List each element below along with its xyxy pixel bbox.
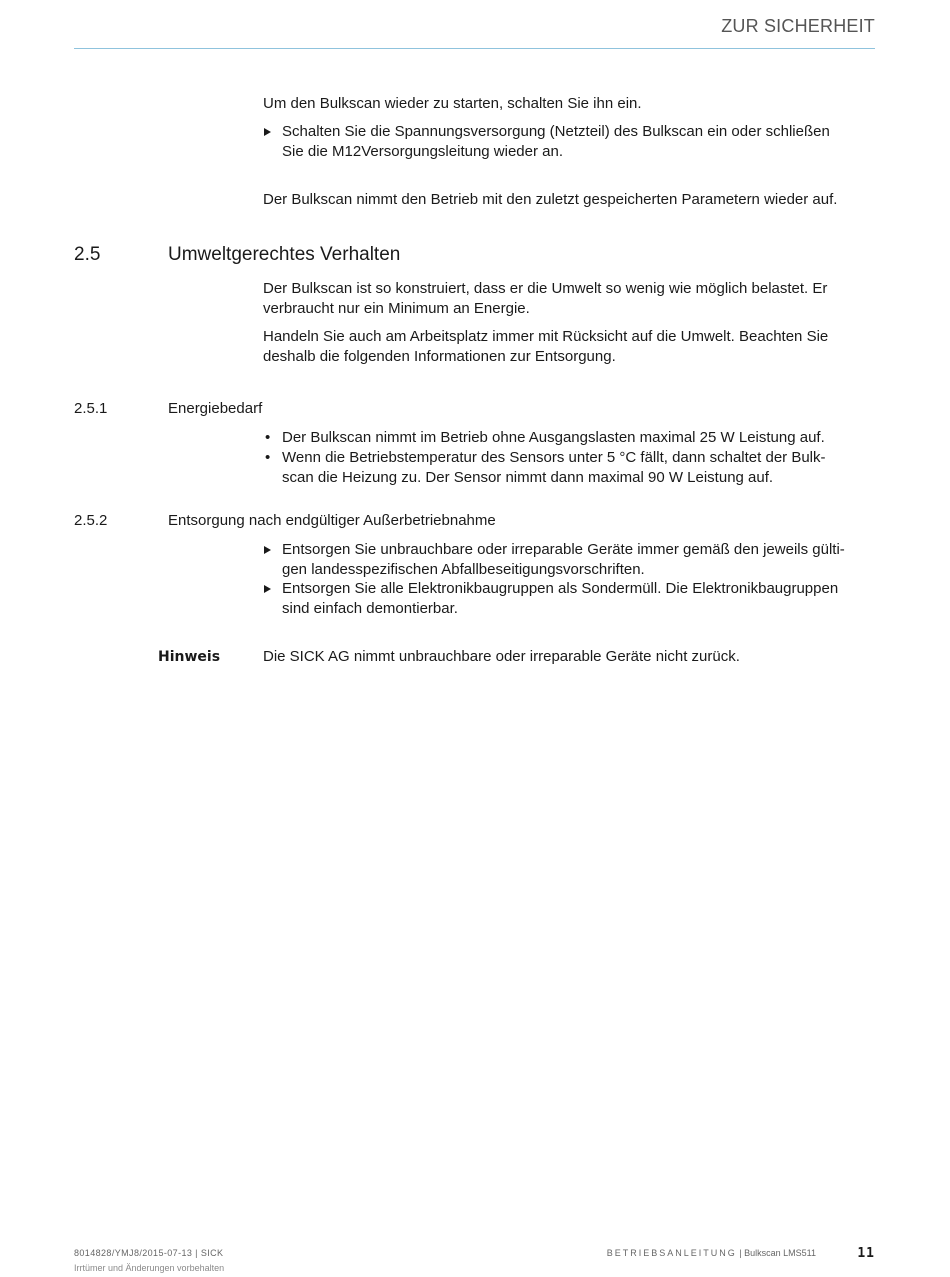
bullet-dot-icon: • — [265, 449, 271, 466]
bullet-2-line-1: Wenn die Betriebstemperatur des Sensors unter 5 °C fällt, dann schaltet der Bulk- — [282, 449, 826, 466]
disposal-step-1-line-2: gen landesspezifischen Abfallbeseitigungsvorschriften. — [282, 561, 645, 578]
section-2-5-1-title: Energiebedarf — [168, 400, 263, 417]
disposal-step-2-line-2: sind einfach demontierbar. — [282, 600, 458, 617]
disposal-step-2-line-1: Entsorgen Sie alle Elektronikbaugruppen als Sondermüll. Die Elektronikbaugruppen — [282, 580, 839, 597]
section-2-5-p2-line-2: deshalb die folgenden Informationen zur Entsorgung. — [263, 348, 616, 365]
section-2-5-2-title: Entsorgung nach endgültiger Außerbetriebnahme — [168, 512, 496, 529]
running-header: ZUR SICHERHEIT — [721, 16, 875, 36]
step-arrow-icon — [263, 579, 282, 599]
footer-manual-info — [607, 1248, 816, 1258]
bullet-item — [263, 428, 875, 448]
section-2-5-paragraph-1 — [263, 279, 875, 319]
footer-disclaimer: Irrtümer und Änderungen vorbehalten — [74, 1263, 225, 1273]
section-2-5-p1-line-2: verbraucht nur ein Minimum an Energie. — [263, 300, 530, 317]
section-2-5-paragraph-2 — [263, 327, 875, 367]
bullet-item — [263, 448, 875, 488]
step-arrow-icon — [263, 122, 282, 142]
intro-step-line-2: Sie die M12Versorgungsleitung wieder an. — [282, 143, 564, 160]
footer-manual-label: BETRIEBSANLEITUNG — [606, 1248, 737, 1258]
footer-product-name: | Bulkscan LMS511 — [739, 1248, 816, 1258]
disposal-step — [263, 579, 875, 619]
section-2-5-number: 2.5 — [74, 244, 101, 265]
section-2-5-1-number: 2.5.1 — [74, 400, 108, 417]
note-text: Die SICK AG nimmt unbrauchbare oder irreparable Geräte nicht zurück. — [263, 648, 740, 665]
disposal-step — [263, 540, 875, 580]
section-2-5-p2-line-1: Handeln Sie auch am Arbeitsplatz immer mit Rücksicht auf die Umwelt. Beachten Sie — [263, 328, 829, 345]
disposal-step-1-line-1: Entsorgen Sie unbrauchbare oder irreparable Geräte immer gemäß den jeweils gülti- — [282, 541, 845, 558]
intro-step — [263, 122, 875, 162]
intro-paragraph: Um den Bulkscan wieder zu starten, schalten Sie ihn ein. — [263, 95, 642, 112]
section-2-5-title: Umweltgerechtes Verhalten — [168, 244, 401, 265]
header-divider — [74, 48, 875, 49]
bullet-dot-icon: • — [265, 429, 271, 446]
step-arrow-icon — [263, 540, 282, 560]
footer-document-id: 8014828/YMJ8/2015-07-13 | SICK — [74, 1248, 224, 1258]
section-2-5-p1-line-1: Der Bulkscan ist so konstruiert, dass er die Umwelt so wenig wie möglich belastet. Er — [263, 280, 828, 297]
intro-result-paragraph: Der Bulkscan nimmt den Betrieb mit den zuletzt gespeicherten Parametern wieder auf. — [263, 191, 838, 208]
note-label: Hinweis — [158, 649, 221, 665]
intro-step-line-1: Schalten Sie die Spannungsversorgung (Netzteil) des Bulkscan ein oder schließen — [282, 123, 830, 140]
bullet-1-line-1: Der Bulkscan nimmt im Betrieb ohne Ausgangslasten maximal 25 W Leistung auf. — [282, 429, 825, 446]
page-number: 11 — [857, 1246, 875, 1261]
bullet-2-line-2: scan die Heizung zu. Der Sensor nimmt dann maximal 90 W Leistung auf. — [282, 469, 774, 486]
section-2-5-2-number: 2.5.2 — [74, 512, 108, 529]
